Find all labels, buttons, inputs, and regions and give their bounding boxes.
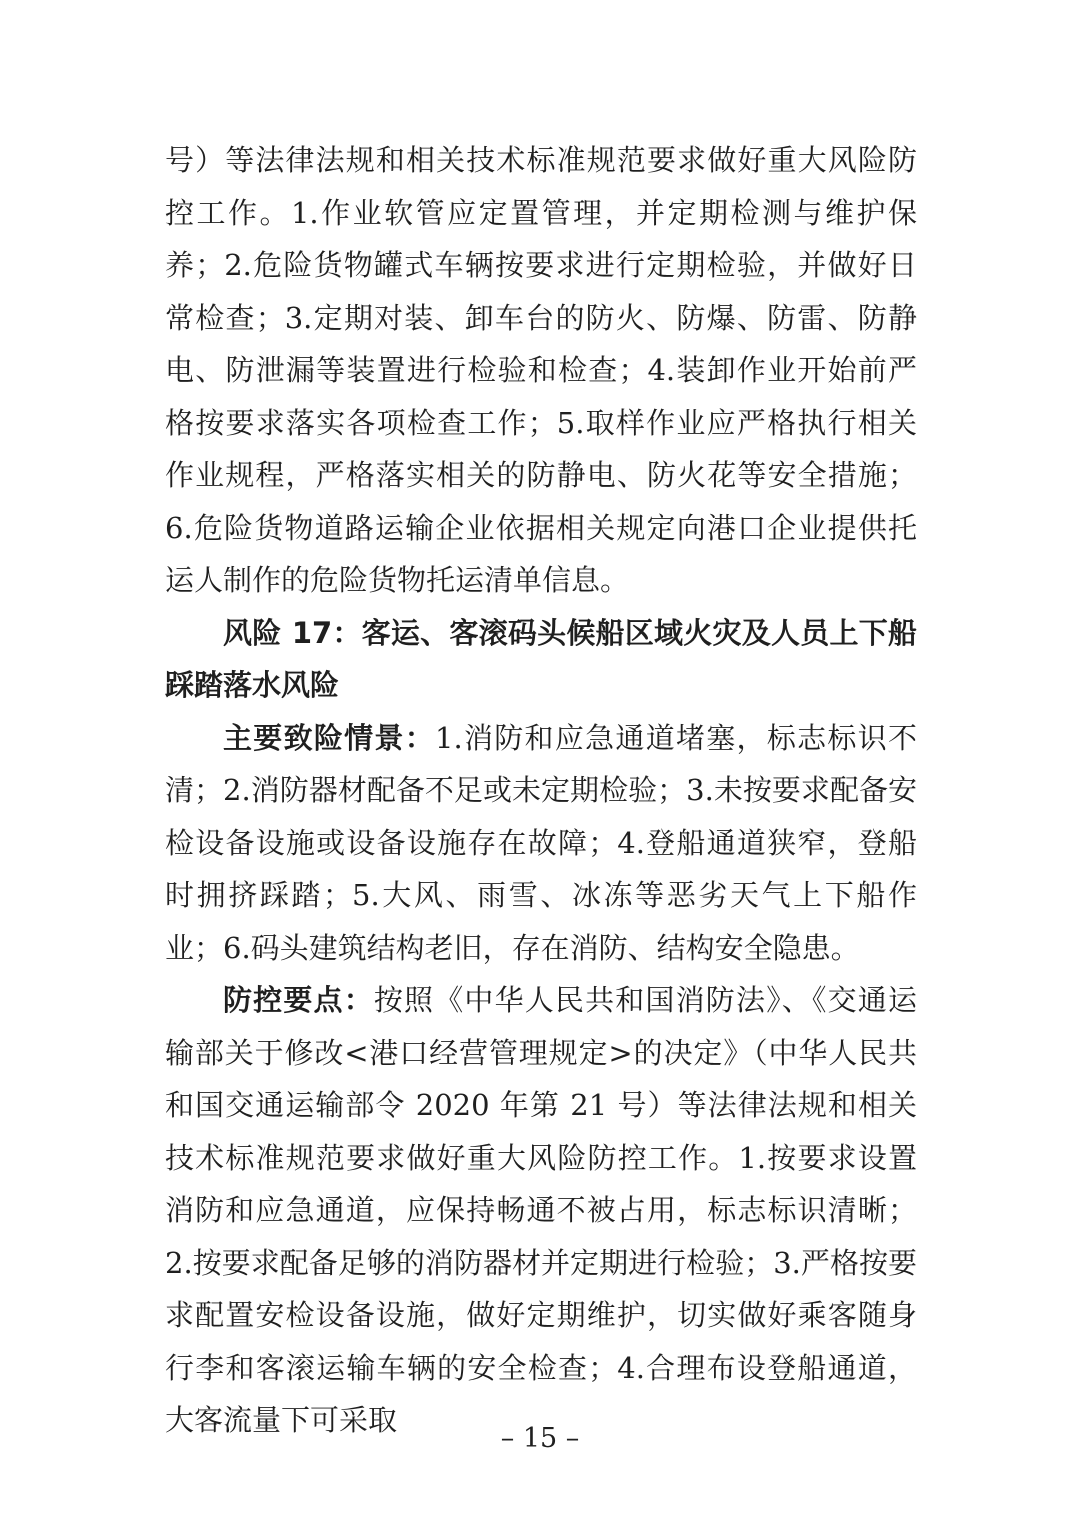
scenario-label: 主要致险情景：: [223, 720, 436, 755]
control-label: 防控要点：: [223, 983, 374, 1017]
control-text: 按照《中华人民共和国消防法》、《交通运输部关于修改<港口经营管理规定>的决定》（中华人民共和国交通运输部令 2020 年第 21 号）等法律法规和相关技术标准规范要求做好重大风险防控工作。1.按要求设置消防和应急通道，应保持畅通不被占用，标志标识清晰；2.按要求配备足够的消防器材并定期进行检验；3.严格按要求配置安检设备设施，做好定期维护，切实做好乘客随身行李和客滚运输车辆的安全检查；4.合理布设登船通道，大客流量下可采取: [165, 983, 917, 1437]
scenario-paragraph: [165, 712, 917, 975]
risk-heading: 风险 17：客运、客滚码头候船区域火灾及人员上下船踩踏落水风险: [165, 615, 917, 702]
page-body: [165, 134, 917, 1447]
page-number: – 15 –: [500, 1423, 580, 1454]
paragraph-continuation: 号）等法律法规和相关技术标准规范要求做好重大风险防控工作。1.作业软管应定置管理，并定期检测与维护保养；2.危险货物罐式车辆按要求进行定期检验，并做好日常检查；3.定期对装、卸车台的防火、防爆、防雷、防静电、防泄漏等装置进行检验和检查；4.装卸作业开始前严格按要求落实各项检查工作；5.取样作业应严格执行相关作业规程，严格落实相关的防静电、防火花等安全措施；6.危险货物道路运输企业依据相关规定向港口企业提供托运人制作的危险货物托运清单信息。: [165, 143, 917, 597]
control-paragraph: [165, 974, 917, 1447]
scenario-text: 1.消防和应急通道堵塞，标志标识不清；2.消防器材配备不足或未定期检验；3.未按要求配备安检设备设施或设备设施存在故障；4.登船通道狭窄，登船时拥挤踩踏；5.大风、雨雪、冰冻等恶劣天气上下船作业；6.码头建筑结构老旧，存在消防、结构安全隐患。: [165, 720, 917, 965]
